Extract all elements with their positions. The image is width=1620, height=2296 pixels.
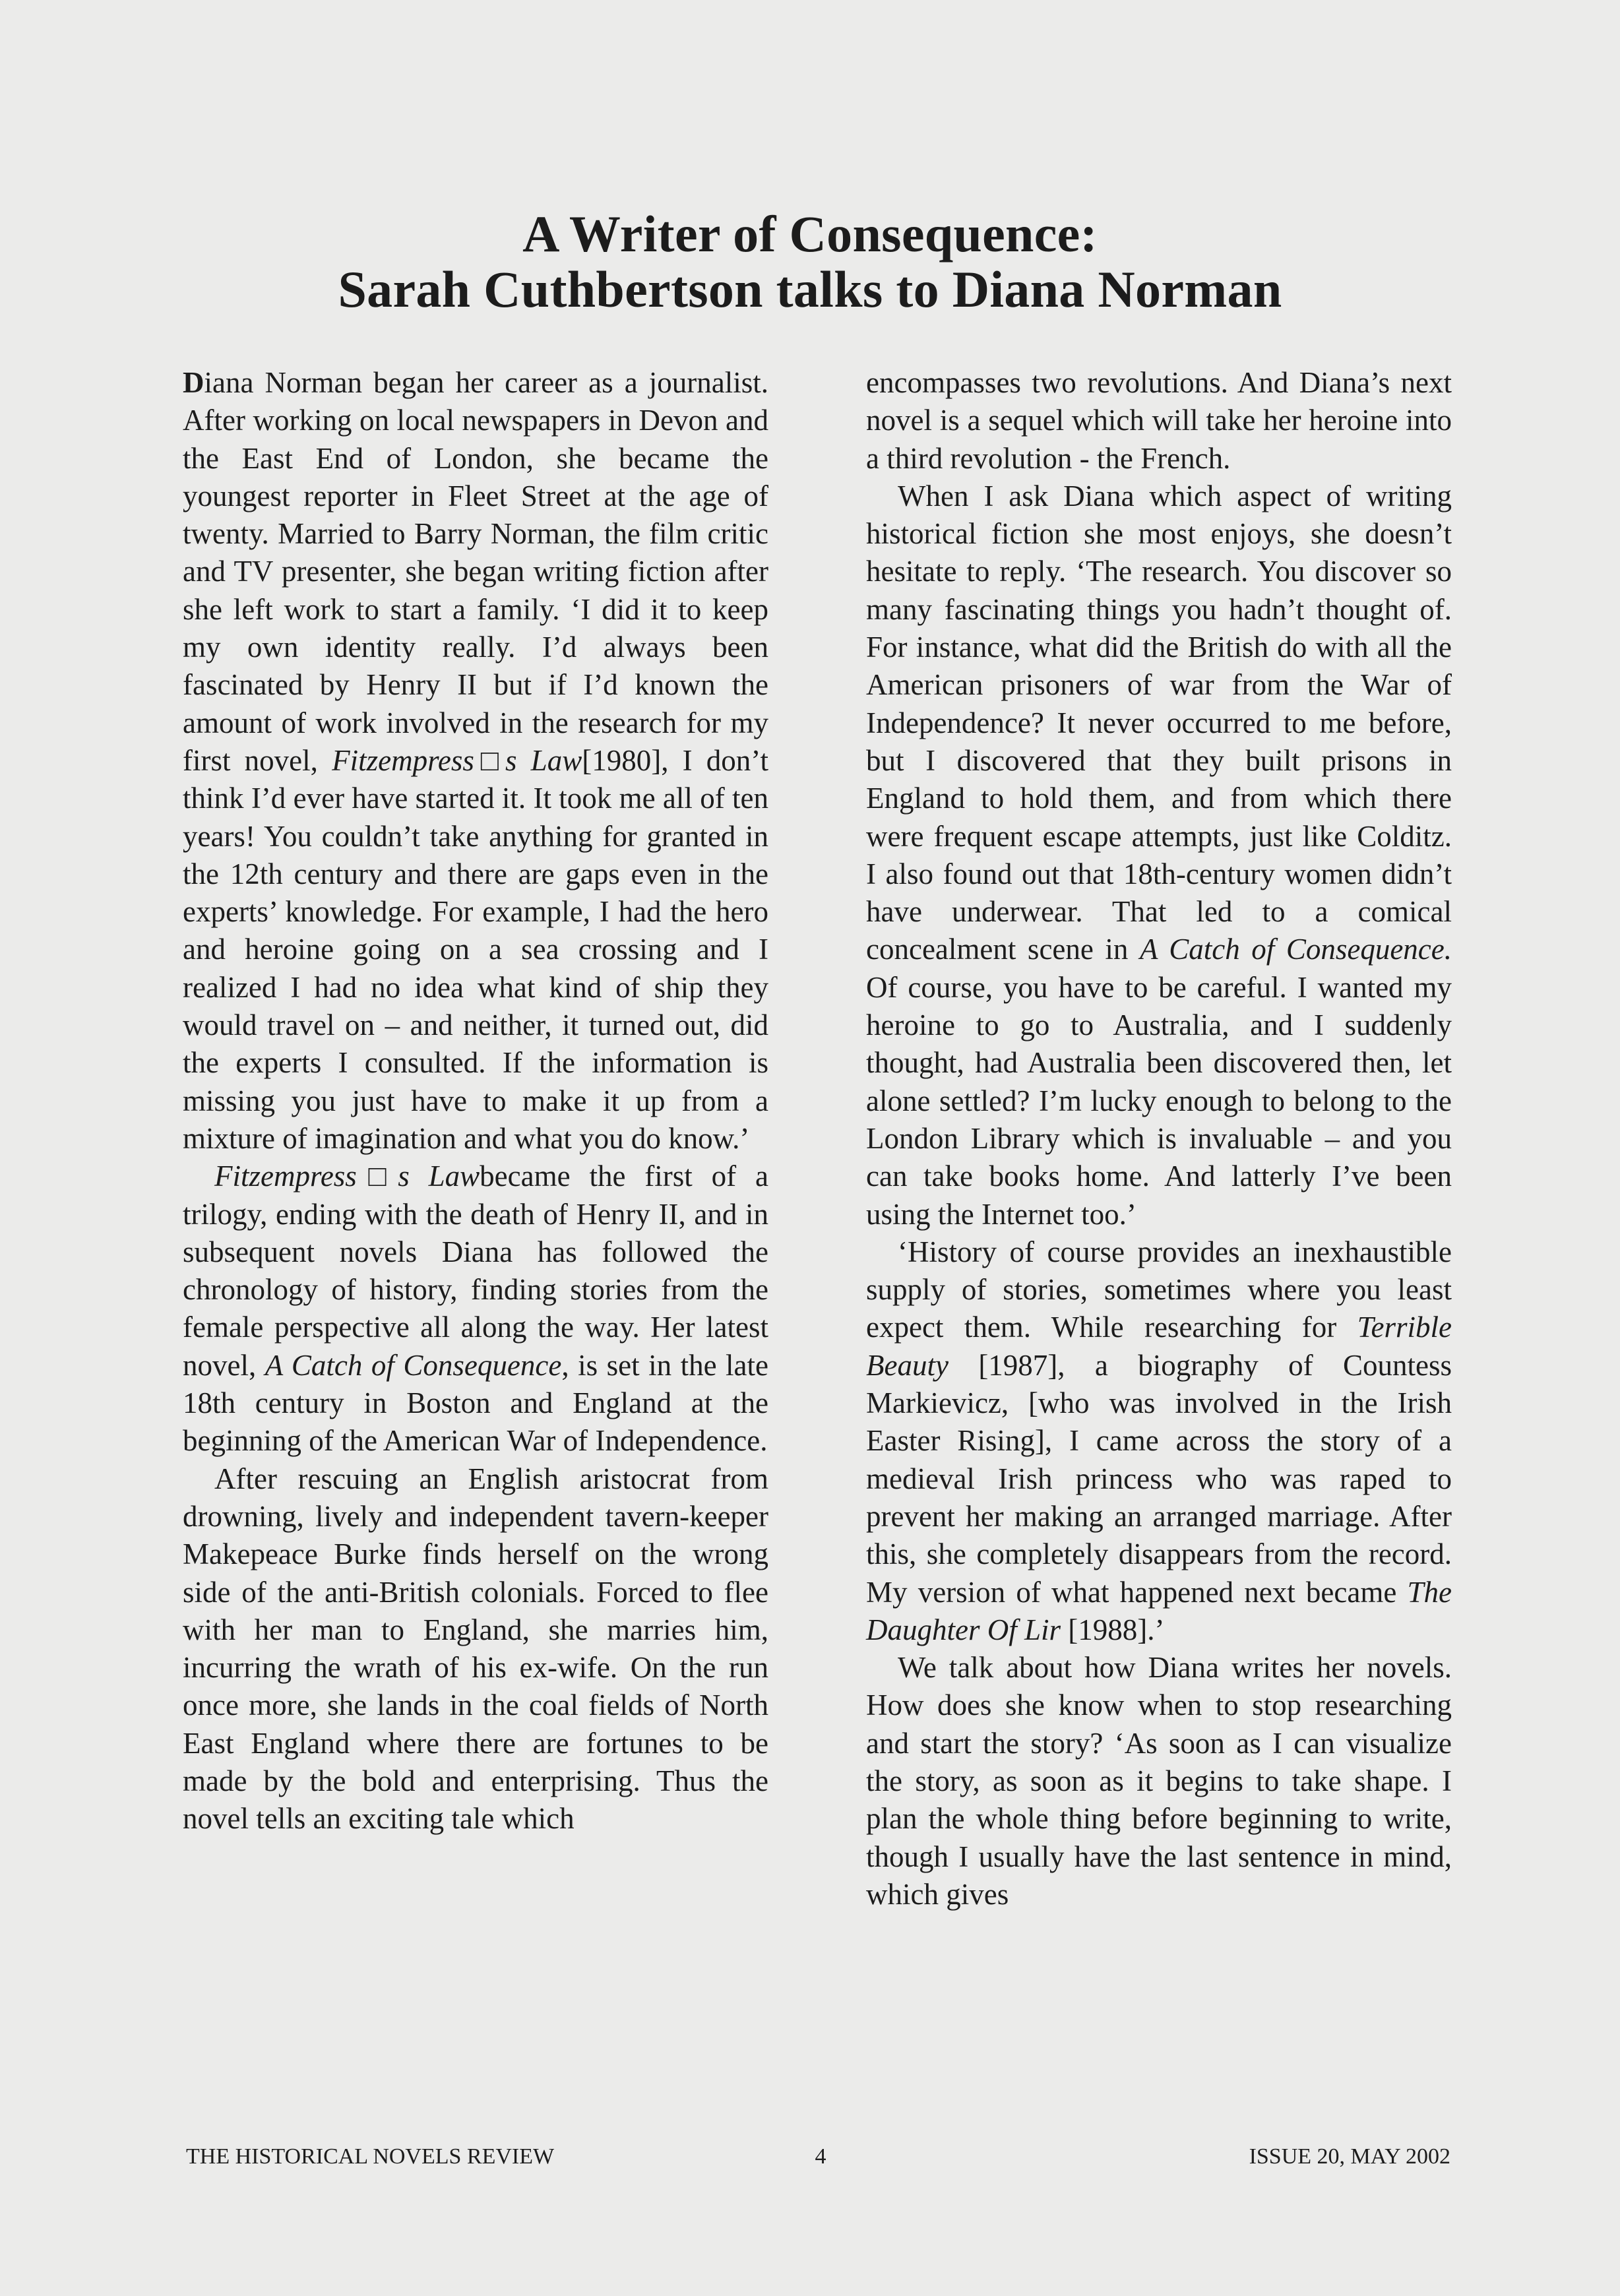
left-column: [183, 364, 768, 1838]
text-run: [1980], I don’t think I’d ever have started it. It took me all of ten years! You couldn’t take anything for granted in the 12th century and there are gaps even in the experts’ knowledge. For example, I had the hero and heroine going on a sea crossing and I realized I had no idea what kind of ship they would travel on – and neither, it turned out, did the experts I consulted. If the information is missing you just have to make it up from a mixture of imagination and what you do know.’: [183, 743, 768, 1155]
text-run: , is set in the late 18th century in Boston and England at the beginning of the American War of Independence.: [183, 1348, 769, 1458]
footer-issue: ISSUE 20, MAY 2002: [1249, 2144, 1450, 2169]
text-run: iana Norman began her career as a journalist. After working on local newspapers in Devon and the East End of London, she became the youngest reporter in Fleet Street at the age of twenty. Married to Barry Norman, the film critic and TV presenter, she began writing fiction after she left work to start a family. ‘I did it to keep my own identity really. I’d always been fascinated by Henry II but if I’d known the amount of work involved in the research for my first novel,: [183, 366, 768, 777]
text-run: [1988].’: [1061, 1613, 1165, 1646]
text-run: [1987], a biography of Countess Markievicz, [who was involved in the Irish Easter Rising], I came across the story of a medieval Irish princess who was raped to prevent her making an arranged marriage. After this, she completely disappears from the record. My version of what happened next became: [866, 1348, 1452, 1609]
title-line-1: A Writer of Consequence:: [522, 205, 1098, 263]
text-run: When I ask Diana which aspect of writing historical fiction she most enjoys, she doesn’t hesitate to reply. ‘The research. You discover so many fascinating things you hadn’t thought of. For instance, what did the British do with all the American prisoners of war from the War of Independence? It never occurred to me before, but I discovered that they built prisons in England to hold them, and from which there were frequent escape attempts, just like Colditz. I also found out that 18th-century women didn’t have underwear. That led to a comical concealment scene in: [866, 479, 1452, 966]
drop-cap: D: [183, 366, 204, 399]
paragraph: encompasses two revolutions. And Diana’s next novel is a sequel which will take her heroine into a third revolution - the French.: [866, 366, 1452, 475]
paragraph: We talk about how Diana writes her novels. How does she know when to stop researching and start the story? ‘As soon as I can visualize the story, as soon as it begins to take shape. I plan the whole thing before beginning to write, though I usually have the last sentence in mind, which gives: [866, 1651, 1452, 1911]
footer-publication: THE HISTORICAL NOVELS REVIEW: [186, 2144, 555, 2169]
book-title: A Catch of Consequence.: [1139, 933, 1452, 966]
paragraph: [866, 478, 1452, 1233]
paragraph: After rescuing an English aristocrat from drowning, lively and independent tavern-keeper Makepeace Burke finds herself on the wrong side of the anti-British colonials. Forced to flee with her man to England, she marries him, incurring the wrath of his ex-wife. On the run once more, she lands in the coal fields of North East England where there are fortunes to be made by the bold and enterprising. Thus the novel tells an exciting tale which: [183, 1462, 768, 1836]
right-column: [866, 364, 1452, 1913]
text-run: became the first of a trilogy, ending with the death of Henry II, and in subsequent novels Diana has followed the chronology of history, finding stories from the female perspective all along the way. Her latest novel,: [183, 1160, 768, 1382]
book-title: A Catch of Consequence: [265, 1348, 562, 1382]
book-title: Terrible Beauty: [866, 1311, 1452, 1382]
article-title: [0, 205, 1620, 318]
footer-page-number: 4: [815, 2144, 826, 2169]
book-title: The Daughter Of Lir: [866, 1575, 1452, 1646]
text-run: ‘History of course provides an inexhaustible supply of stories, sometimes where you least expect them. While researching for: [866, 1235, 1452, 1344]
title-line-2: Sarah Cuthbertson talks to Diana Norman: [338, 261, 1282, 318]
paragraph: [183, 364, 768, 1158]
paragraph: [183, 1158, 768, 1460]
book-title: Fitzempress□s Law: [214, 1160, 480, 1193]
paragraph: [866, 1233, 1452, 1649]
text-run: Of course, you have to be careful. I wanted my heroine to go to Australia, and I suddenly thought, had Australia been discovered then, let alone settled? I’m lucky enough to belong to the London Library which is invaluable – and you can take books home. And latterly I’ve been using the Internet too.’: [866, 970, 1452, 1231]
book-title: Fitzempress□s Law: [332, 743, 582, 777]
